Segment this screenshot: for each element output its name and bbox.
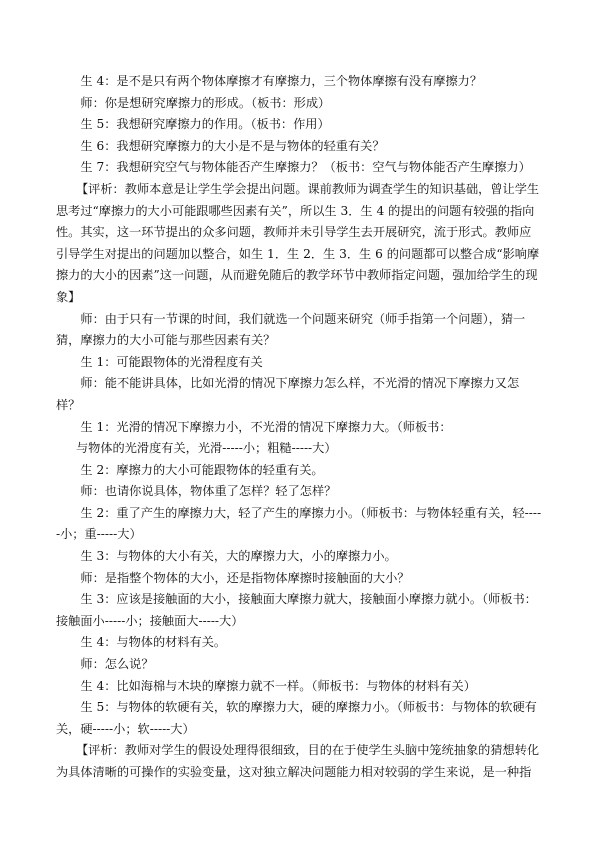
paragraph-4: 生 6：我想研究摩擦力的大小是不是与物体的轻重有关？ xyxy=(80,138,385,153)
paragraph-1: 生 4：是不是只有两个物体摩擦才有摩擦力，三个物体摩擦有没有摩擦力？ xyxy=(80,74,483,88)
paragraph-5: 生 7：我想研究空气与物体能否产生摩擦力？（板书：空气与物体能否产生摩擦力） xyxy=(80,160,531,175)
paragraph-18: 生 4：与物体的材料有关。 xyxy=(80,635,227,650)
commentary-1: 【评析：教师本意是让学生学会提出问题。课前教师为调查学生的知识基础，曾让学生思考过“摩擦力的大小可能跟哪些因素有关”，所以生 3．生 4 的提出的问题有较强的指向性。其实，这一环节提出的众多问题，教师并未引导学生去开展研究，流于形式。教师应引导学生对提出的问题加以整合，如生 1．生 2．生 3．生 6 的问题都可以整合成“影响摩擦力的大小的因素”这一问题，从而避免随后的教学环节中教师指定问题，强加给学生的现象】 xyxy=(56,181,540,304)
paragraph-11: 与物体的光滑度有关，光滑-----小；粗糙-----大） xyxy=(76,441,337,456)
paragraph-9: 师：能不能讲具体，比如光滑的情况下摩擦力怎么样，不光滑的情况下摩擦力又怎样？ xyxy=(56,376,520,412)
paragraph-19: 师：怎么说？ xyxy=(80,657,154,672)
paragraph-13: 师：也请你说具体，物体重了怎样？轻了怎样？ xyxy=(80,484,337,499)
document-body xyxy=(56,71,542,784)
paragraph-14: 生 2：重了产生的摩擦力大，轻了产生的摩擦力小。（师板书：与物体轻重有关，轻-----小；重-----大） xyxy=(56,505,542,542)
paragraph-21: 生 5：与物体的软硬有关，软的摩擦力大，硬的摩擦力小。（师板书：与物体的软硬有关，硬-----小；软-----大） xyxy=(56,700,537,736)
paragraph-7: 师：由于只有一节课的时间，我们就选一个问题来研究（师手指第一个问题），猜一猜，摩擦力的大小可能与那些因素有关？ xyxy=(56,311,526,348)
paragraph-12: 生 2：摩擦力的大小可能跟物体的轻重有关。 xyxy=(80,462,324,477)
paragraph-8: 生 1：可能跟物体的光滑程度有关 xyxy=(80,354,263,369)
paragraph-17: 生 3：应该是接触面的大小，接触面大摩擦力就大，接触面小摩擦力就小。（师板书：接触面小-----小；接触面大-----大） xyxy=(56,592,537,628)
paragraph-2: 师：你是想研究摩擦力的形成。（板书：形成） xyxy=(80,95,331,110)
paragraph-10: 生 1：光滑的情况下摩擦力小，不光滑的情况下摩擦力大。（师板书： xyxy=(80,419,452,434)
paragraph-15: 生 3：与物体的大小有关，大的摩擦力大，小的摩擦力小。 xyxy=(80,549,397,564)
paragraph-20: 生 4：比如海棉与木块的摩擦力就不一样。（师板书：与物体的材料有关） xyxy=(80,678,476,693)
paragraph-16: 师：是指整个物体的大小，还是指物体摩擦时接触面的大小？ xyxy=(80,570,410,585)
commentary-2: 【评析：教师对学生的假设处理得很细致，目的在于使学生头脑中笼统抽象的猜想转化为具体清晰的可操作的实验变量，这对独立解决问题能力相对较弱的学生来说，是一种指 xyxy=(56,743,540,779)
paragraph-3: 生 5：我想研究摩擦力的作用。（板书：作用） xyxy=(80,117,330,132)
